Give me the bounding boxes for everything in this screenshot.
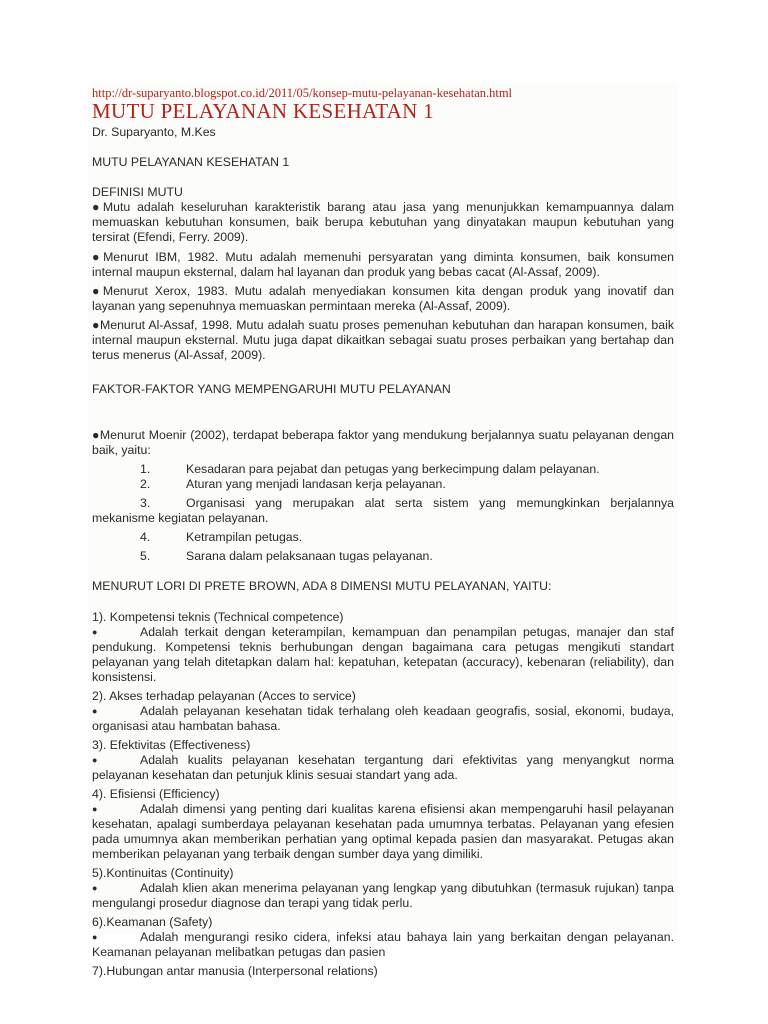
bullet-icon: ● [92, 755, 98, 765]
faktor-intro: ●Menurut Moenir (2002), terdapat beberapa faktor yang mendukung berjalannya suatu pelayanan dengan baik, yaitu: [92, 428, 674, 457]
faktor-list-item: 3. Organisasi yang merupakan alat serta sistem yang memungkinkan berjalannya mekanisme kegiatan pelayanan. [92, 496, 674, 525]
bullet-icon: ● [92, 627, 98, 637]
definisi-item: ●Mutu adalah keseluruhan karakteristik barang atau jasa yang menunjukkan kemampuannya dalam memuaskan kebutuhan konsumen, baik berupa kebutuhan yang dinyatakan maupun kebutuhan yang tersirat (Efendi, Ferry. 2009). [92, 200, 674, 244]
definisi-item: ●Menurut Al-Assaf, 1998. Mutu adalah suatu proses pemenuhan kebutuhan dan harapan konsumen, baik internal maupun eksternal. Mutu juga dapat dikaitkan sebagai suatu proses perbaikan yang bertahap dan terus menerus (Al-Assaf, 2009). [92, 318, 674, 362]
document-page [88, 84, 678, 978]
bullet-icon: ● [92, 932, 98, 942]
definisi-item: ●Menurut Xerox, 1983. Mutu adalah menyediakan konsumen kita dengan produk yang inovatif dan layanan yang sepenuhnya memuaskan permintaan mereka (Al-Assaf, 2009). [92, 284, 674, 313]
dimensi-heading: MENURUT LORI DI PRETE BROWN, ADA 8 DIMENSI MUTU PELAYANAN, YAITU: [92, 579, 552, 593]
dimensi-text: ● Adalah dimensi yang penting dari kualitas karena efisiensi akan mempengaruhi hasil pelayanan kesehatan, apalagi sumberdaya pelayanan kesehatan pada umumnya terbatas. Pelayanan yang efesien pada umumnya akan memberikan perhatian yang optimal kepada pasien dan masyarakat. Petugas akan memberikan pelayanan yang terbaik dengan sumber daya yang dimiliki. [92, 802, 674, 861]
bullet-icon: ● [92, 883, 98, 893]
bullet-icon: ● [92, 250, 104, 264]
bullet-icon: ● [92, 200, 103, 214]
dimensi-title: 2). Akses terhadap pelayanan (Acces to service) [92, 689, 356, 703]
faktor-heading: FAKTOR-FAKTOR YANG MEMPENGARUHI MUTU PELAYANAN [92, 382, 451, 396]
dimensi-text: ● Adalah kualits pelayanan kesehatan tergantung dari efektivitas yang menyangkut norma pelayanan kesehatan dan petunjuk klinis sesuai standart yang ada. [92, 753, 674, 782]
definisi-item: ●Menurut IBM, 1982. Mutu adalah memenuhi persyaratan yang diminta konsumen, baik konsumen internal maupun eksternal, dalam hal layanan dan produk yang bebas cacat (Al-Assaf, 2009). [92, 250, 675, 279]
dimensi-title: 3). Efektivitas (Effectiveness) [92, 738, 251, 752]
source-url[interactable]: http://dr-suparyanto.blogspot.co.id/2011/05/konsep-mutu-pelayanan-kesehatan.html [92, 86, 513, 100]
bullet-icon: ● [92, 706, 98, 716]
dimensi-text: ● Adalah pelayanan kesehatan tidak terhalang oleh keadaan geografis, sosial, ekonomi, budaya, organisasi atau hambatan bahasa. [92, 704, 674, 733]
bullet-icon: ● [92, 284, 103, 298]
dimensi-text: ● Adalah terkait dengan keterampilan, kemampuan dan penampilan petugas, manajer dan staf pendukung. Kompetensi teknis berhubungan dengan bagaimana cara petugas mengikuti standart pelayanan yang telah ditetapkan dalam hal: kepatuhan, ketepatan (accuracy), kebenaran (reliability), dan konsistensi. [92, 625, 674, 684]
dimensi-title: 7).Hubungan antar manusia (Interpersonal relations) [92, 964, 378, 978]
dimensi-title: 1). Kompetensi teknis (Technical competence) [92, 610, 344, 624]
dimensi-title: 5).Kontinuitas (Continuity) [92, 866, 234, 880]
faktor-list-item: 2. Aturan yang menjadi landasan kerja pelayanan. [140, 477, 446, 491]
bullet-icon: ● [92, 428, 100, 442]
subtitle: MUTU PELAYANAN KESEHATAN 1 [92, 155, 290, 169]
definisi-heading: DEFINISI MUTU [92, 185, 183, 199]
dimensi-text: ● Adalah klien akan menerima pelayanan yang lengkap yang dibutuhkan (termasuk rujukan) tanpa mengulangi prosedur diagnose dan terapi yang tidak perlu. [92, 881, 674, 910]
author: Dr. Suparyanto, M.Kes [92, 125, 216, 139]
dimensi-title: 4). Efisiensi (Efficiency) [92, 787, 220, 801]
faktor-list-item: 5. Sarana dalam pelaksanaan tugas pelayanan. [140, 549, 433, 563]
dimensi-title: 6).Keamanan (Safety) [92, 915, 213, 929]
bullet-icon: ● [92, 318, 100, 332]
faktor-list-item: 4. Ketrampilan petugas. [140, 530, 303, 544]
bullet-icon: ● [92, 804, 98, 814]
document-title: MUTU PELAYANAN KESEHATAN 1 [92, 99, 434, 123]
faktor-list-item: 1. Kesadaran para pejabat dan petugas yang berkecimpung dalam pelayanan. [140, 462, 600, 476]
dimensi-text: ● Adalah mengurangi resiko cidera, infeksi atau bahaya lain yang berkaitan dengan pelayanan. Keamanan pelayanan melibatkan petugas dan pasien [92, 930, 674, 959]
